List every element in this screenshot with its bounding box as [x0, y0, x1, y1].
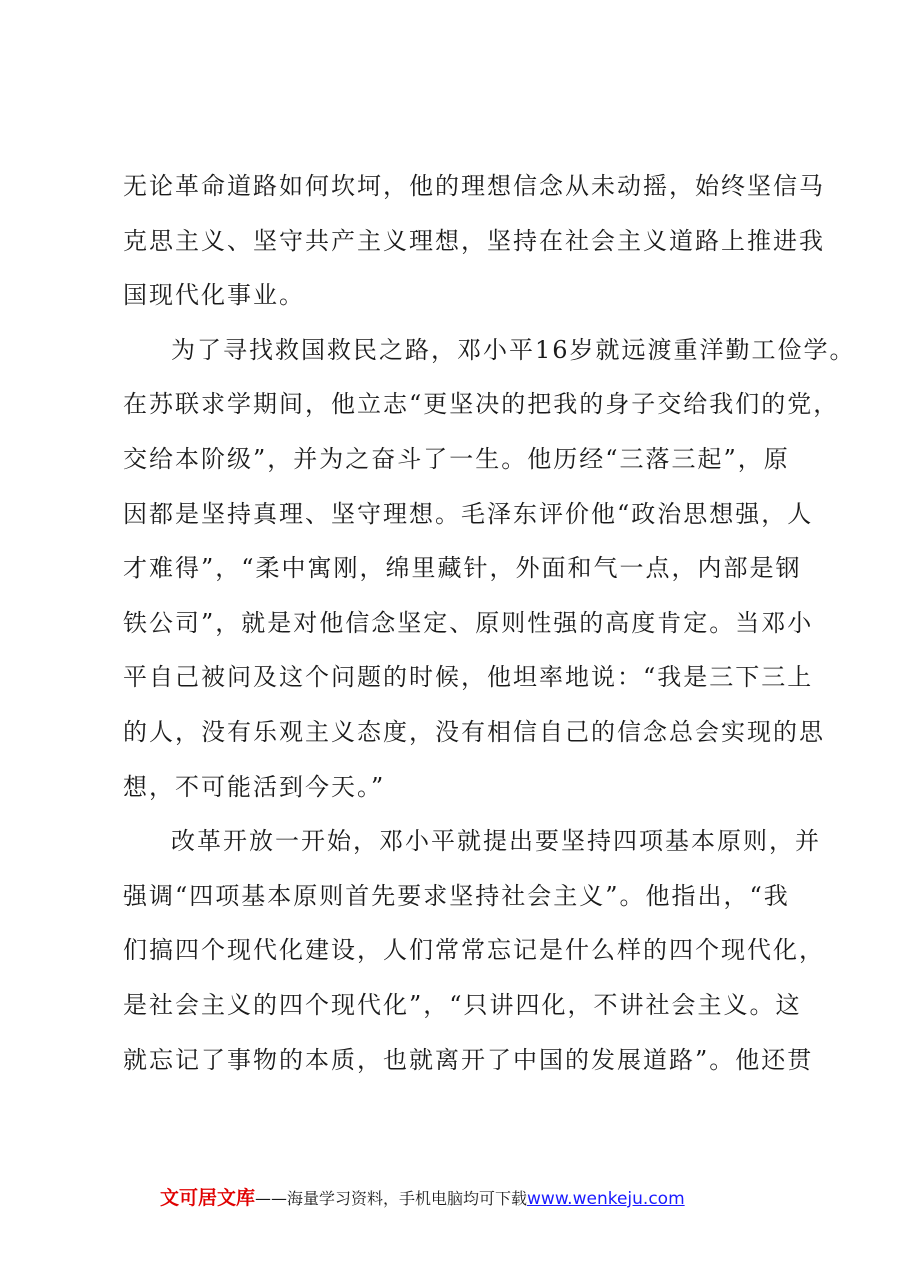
text-line: 国现代化事业。 — [123, 281, 305, 310]
document-body — [123, 164, 856, 1092]
brand-name: 文可居文库 — [160, 1187, 256, 1209]
paragraph-start-line: 改革开放一开始，邓小平就提出要坚持四项基本原则，并 — [171, 827, 821, 856]
website-link[interactable]: www.wenkeju.com — [527, 1189, 685, 1209]
text-line: 交给本阶级”，并为之奋斗了一生。他历经“三落三起”，原 — [123, 444, 790, 473]
text-line: 强调“四项基本原则首先要求坚持社会主义”。他指出，“我 — [123, 881, 790, 910]
text-line: 想，不可能活到今天。” — [123, 772, 386, 801]
paragraph-start-line: 为了寻找救国救民之路，邓小平16岁就远渡重洋勤工俭学。 — [171, 335, 856, 364]
text-line: 是社会主义的四个现代化”，“只讲四化，不讲社会主义。这 — [123, 990, 802, 1019]
footer-slogan: ——海量学习资料，手机电脑均可下载 — [255, 1189, 528, 1208]
text-line: 就忘记了事物的本质，也就离开了中国的发展道路”。他还贯 — [123, 1045, 814, 1074]
text-line: 铁公司”，就是对他信念坚定、原则性强的高度肯定。当邓小 — [123, 608, 814, 637]
text-line: 的人，没有乐观主义态度，没有相信自己的信念总会实现的思 — [123, 717, 825, 746]
text-line: 在苏联求学期间，他立志“更坚决的把我的身子交给我们的党， — [123, 390, 840, 419]
text-line: 平自己被问及这个问题的时候，他坦率地说：“我是三下三上 — [123, 663, 814, 692]
text-line: 才难得”，“柔中寓刚，绵里藏针，外面和气一点，内部是钢 — [123, 554, 802, 583]
text-line: 克思主义、坚守共产主义理想，坚持在社会主义道路上推进我 — [123, 226, 825, 255]
text-line: 们搞四个现代化建设，人们常常忘记是什么样的四个现代化， — [123, 936, 825, 965]
text-line: 因都是坚持真理、坚守理想。毛泽东评价他“政治思想强，人 — [123, 499, 814, 528]
text-line: 无论革命道路如何坎坷，他的理想信念从未动摇，始终坚信马 — [123, 172, 825, 200]
footer-banner — [160, 1184, 780, 1212]
